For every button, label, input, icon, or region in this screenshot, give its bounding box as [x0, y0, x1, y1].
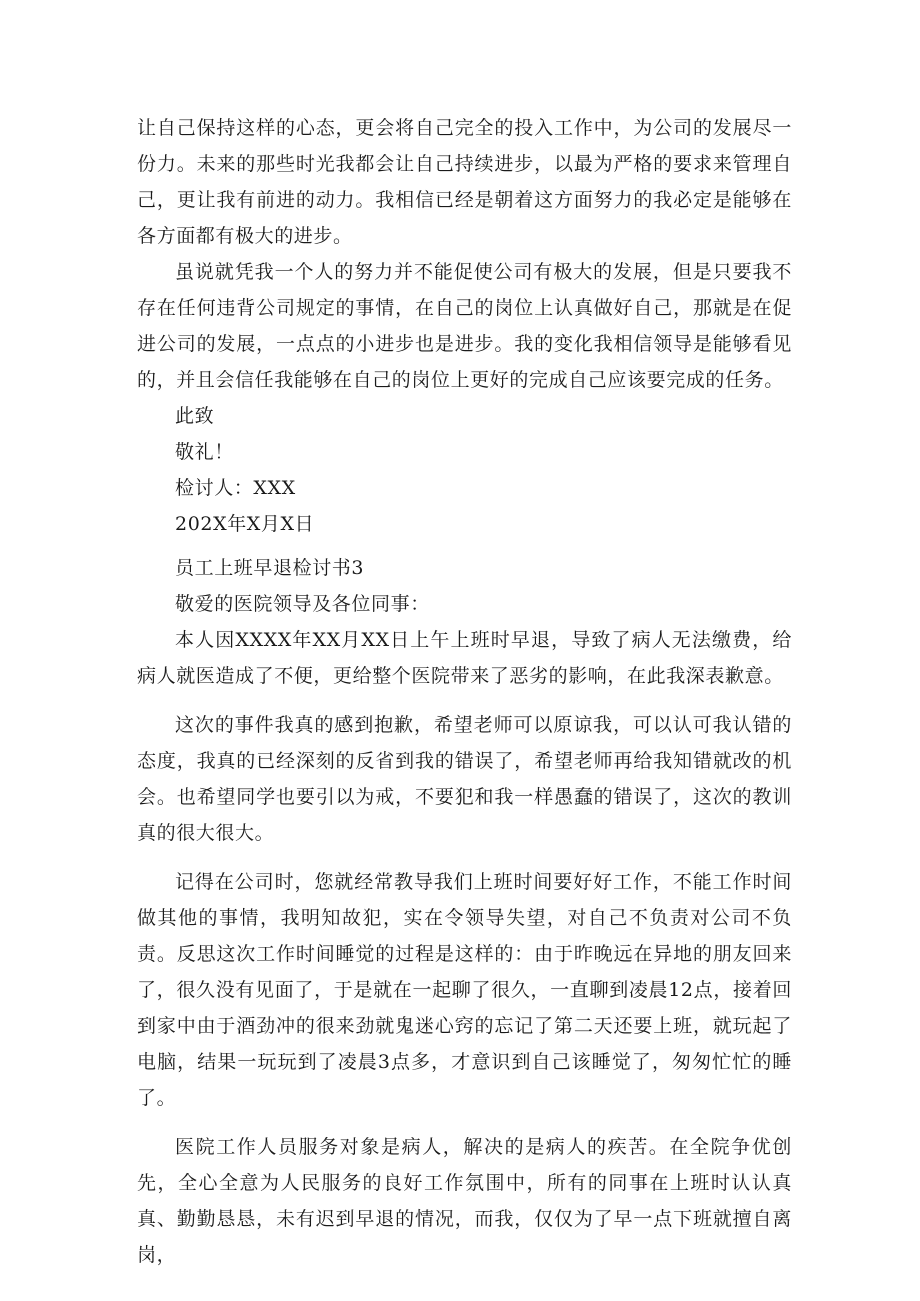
letter-section-ending — [137, 110, 792, 542]
date-line: 202X年X月X日 — [175, 513, 315, 535]
greeting-line: 敬爱的医院领导及各位同事： — [175, 593, 430, 615]
closing-phrase: 此致 — [175, 405, 215, 427]
paragraph-apology: 这次的事件我真的感到抱歉，希望老师可以原谅我，可以认可我认错的态度，我真的已经深刻的反省到我的错误了，希望老师再给我知错就改的机会。也希望同学也要引以为戒，不要犯和我一样愚蠢的错误了，这次的教训真的很大很大。 — [137, 714, 792, 844]
paragraph-hospital-duty: 医院工作人员服务对象是病人，解决的是病人的疾苦。在全院争优创先，全心全意为人民服务的良好工作氛围中，所有的同事在上班时认认真真、勤勤恳恳，未有迟到早退的情况，而我，仅仅为了早一点下班就擅自离岗， — [137, 1136, 792, 1266]
section-title: 员工上班早退检讨书3 — [175, 557, 365, 579]
signer-line: 检讨人：XXX — [175, 477, 296, 499]
letter-section-early-leave — [137, 550, 792, 1273]
paragraph-incident: 本人因XXXX年XX月XX日上午上班时早退，导致了病人无法缴费，给病人就医造成了不便，更给整个医院带来了恶劣的影响，在此我深表歉意。 — [137, 629, 792, 687]
paragraph-reflection: 记得在公司时，您就经常教导我们上班时间要好好工作，不能工作时间做其他的事情，我明知故犯，实在令领导失望，对自己不负责对公司不负责。反思这次工作时间睡觉的过程是这样的：由于昨晚远在异地的朋友回来了，很久没有见面了，于是就在一起聊了很久，一直聊到凌晨12点，接着回到家中由于酒劲冲的很来劲就鬼迷心窍的忘记了第二天还要上班，就玩起了电脑，结果一玩玩到了凌晨3点多，才意识到自己该睡觉了，匆匆忙忙的睡了。 — [137, 871, 792, 1109]
paragraph-continuation: 让自己保持这样的心态，更会将自己完全的投入工作中，为公司的发展尽一份力。未来的那些时光我都会让自己持续进步，以最为严格的要求来管理自己，更让我有前进的动力。我相信已经是朝着这方面努力的我必定是能够在各方面都有极大的进步。 — [137, 117, 792, 247]
salute-phrase: 敬礼！ — [175, 441, 234, 463]
paragraph-effort: 虽说就凭我一个人的努力并不能促使公司有极大的发展，但是只要我不存在任何违背公司规定的事情，在自己的岗位上认真做好自己，那就是在促进公司的发展，一点点的小进步也是进步。我的变化我相信领导是能够看见的，并且会信任我能够在自己的岗位上更好的完成自己应该要完成的任务。 — [137, 261, 792, 391]
